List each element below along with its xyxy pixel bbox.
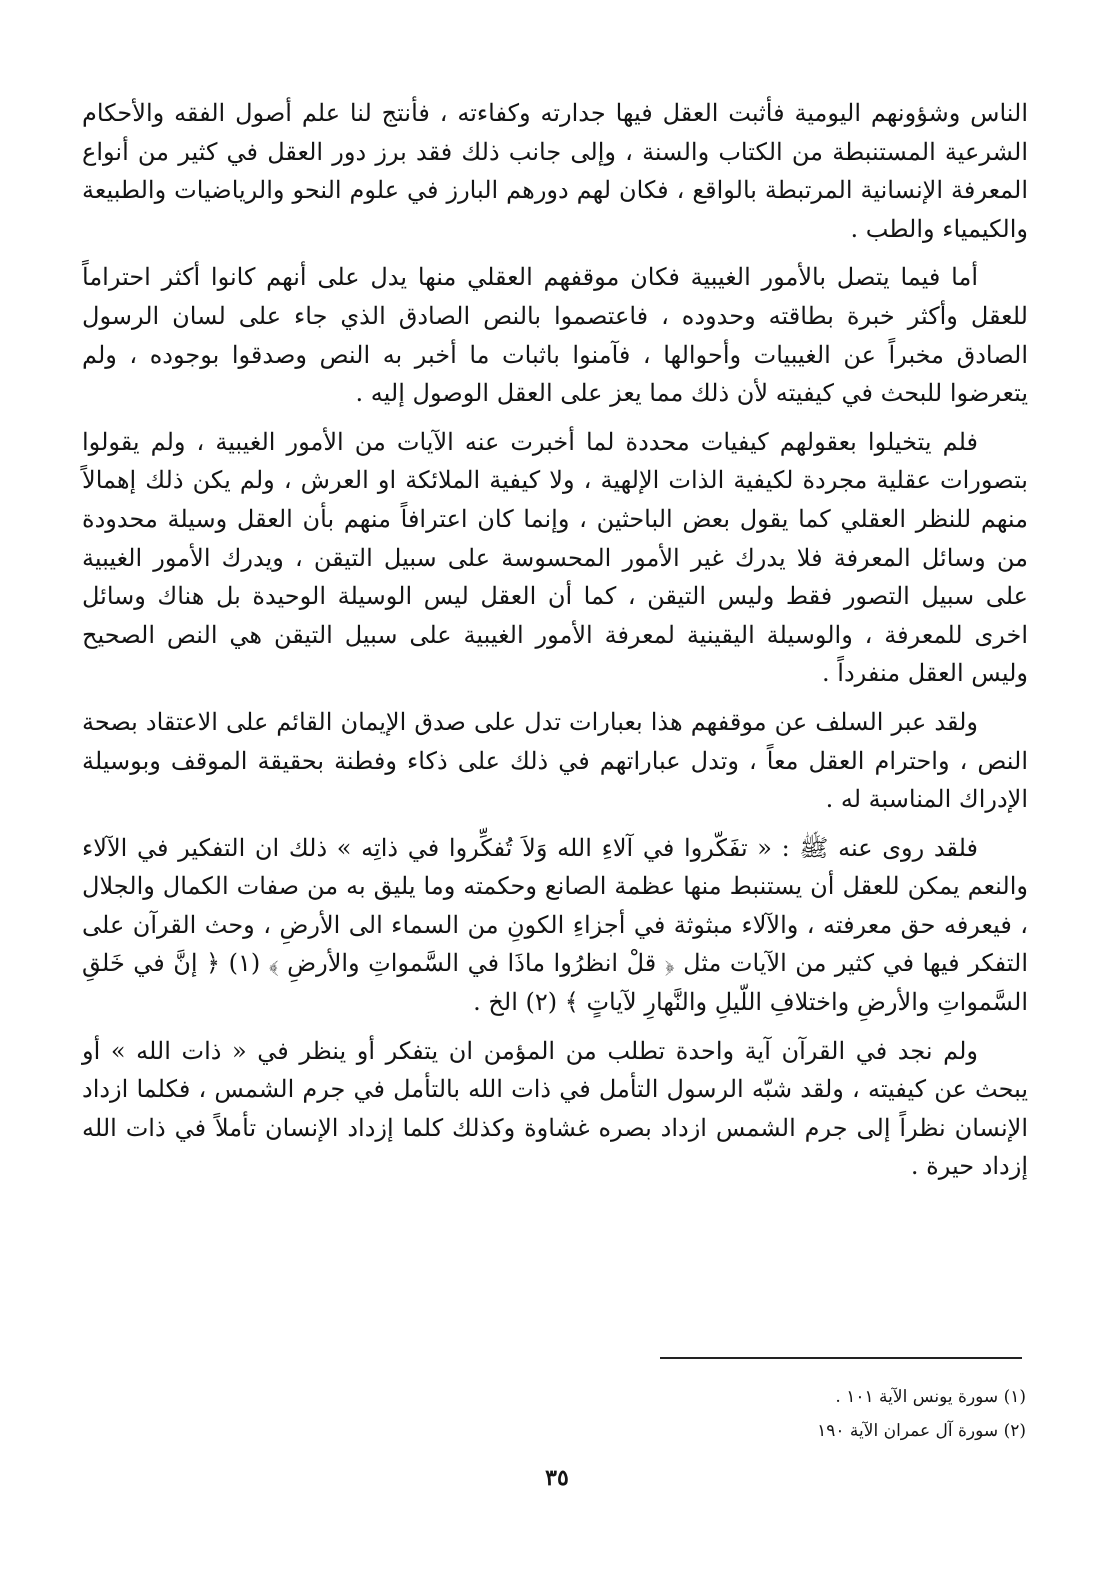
paragraph-4: ولقد عبر السلف عن موقفهم هذا بعبارات تدل على صدق الإيمان القائم على الاعتقاد بصحة النص ، واحترام العقل معاً ، وتدل عباراتهم في ذلك على ذكاء وفطنة بحقيقة الموقف وبوسيلة الإدراك المناسبة له .	[82, 707, 1029, 814]
main-text	[82, 94, 1028, 1186]
footnote-divider	[660, 1357, 1022, 1359]
paragraph-5: فلقد روى عنه ﷺ : « تفَكّروا في آلاءِ الله وَلاَ تُفكِّروا في ذاتِه » ذلك ان التفكير في الآلاء والنعم يمكن للعقل أن يستنبط منها عظمة الصانع وحكمته وما يليق به من صفات الكمال والجلال ، فيعرفه حق معرفته ، والآلاء مبثوثة في أجزاءِ الكونِ من السماء الى الأرضِ ، وحث القرآن على التفكر فيها في كثير من الآيات مثل ﴿ قلْ انظرُوا ماذَا في السَّمواتِ والأرضِ ﴾ (١) ﴿ إنَّ في خَلقِ السَّمواتِ والأرضِ واختلافِ اللّيلِ والنَّهارِ لآياتٍ ﴾ (٢) الخ .	[82, 833, 1028, 1017]
footnote-1: (١) سورة يونس الآية ١٠١ .	[835, 1387, 1026, 1407]
paragraph-1: الناس وشؤونهم اليومية فأثبت العقل فيها جدارته وكفاءته ، فأنتج لنا علم أصول الفقه والأحكام الشرعية المستنبطة من الكتاب والسنة ، وإلى جانب ذلك فقد برز دور العقل في كثير من أنواع المعرفة الإنسانية المرتبطة بالواقع ، فكان لهم دورهم البارز في علوم النحو والرياضيات والطبيعة والكيمياء والطب .	[82, 99, 1029, 243]
paragraph-6: ولم نجد في القرآن آية واحدة تطلب من المؤمن ان يتفكر أو ينظر في « ذات الله » أو يبحث عن كيفيته ، ولقد شبّه الرسول التأمل في ذات الله بالتأمل في جرم الشمس ، فكلما ازداد الإنسان نظراً إلى جرم الشمس ازداد بصره غشاوة وكذلك كلما إزداد الإنسان تأملاً في ذات الله إزداد حيرة .	[82, 1036, 1028, 1181]
footnote-2: (٢) سورة آل عمران الآية ١٩٠	[817, 1421, 1026, 1441]
paragraph-3: فلم يتخيلوا بعقولهم كيفيات محددة لما أخبرت عنه الآيات من الأمور الغيبية ، ولم يقولوا بتصورات عقلية مجردة لكيفية الذات الإلهية ، ولا كيفية الملائكة او العرش ، ولم يكن ذلك إهمالاً منهم للنظر العقلي كما يقول بعض الباحثين ، وإنما كان اعترافاً منهم بأن العقل وسيلة محدودة من وسائل المعرفة فلا يدرك غير الأمور المحسوسة على سبيل التيقن ، ويدرك الأمور الغيبية على سبيل التصور فقط وليس التيقن ، كما أن العقل ليس الوسيلة الوحيدة بل هناك وسائل اخرى للمعرفة ، والوسيلة اليقينية لمعرفة الأمور الغيبية على سبيل التيقن هي النص الصحيح وليس العقل منفرداً .	[82, 427, 1028, 688]
page-number: ٣٥	[545, 1465, 569, 1491]
footnotes	[426, 1380, 1026, 1448]
paragraph-2: أما فيما يتصل بالأمور الغيبية فكان موقفهم العقلي منها يدل على أنهم كانوا أكثر احتراماً للعقل وأكثر خبرة بطاقته وحدوده ، فاعتصموا بالنص الصادق الذي جاء على لسان الرسول الصادق مخبراً عن الغيبيات وأحوالها ، فآمنوا باثبات ما أخبر به النص وصدقوا بوجوده ، ولم يتعرضوا للبحث في كيفيته لأن ذلك مما يعز على العقل الوصول إليه .	[82, 263, 1028, 408]
